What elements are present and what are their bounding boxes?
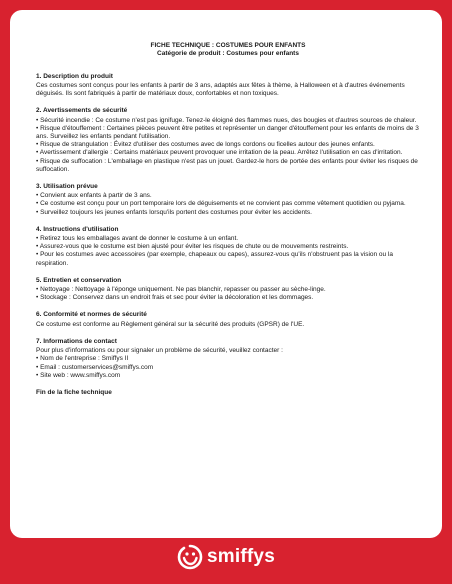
section-line: • Convient aux enfants à partir de 3 ans.: [36, 192, 152, 200]
document-subtitle: Catégorie de produit : Costumes pour enfants: [157, 50, 299, 58]
section-line: • Retirez tous les emballages avant de donner le costume à un enfant.: [36, 235, 239, 243]
section-line: • Pour les costumes avec accessoires (par exemple, chapeaux ou capes), assurez-vous qu'ils n'obstruent pas la vision ou la respiration.: [36, 251, 394, 267]
section-title: 6. Conformité et normes de sécurité: [36, 311, 147, 319]
section-line: Ce costume est conforme au Règlement général sur la sécurité des produits (GPSR) de l'UE.: [36, 320, 305, 328]
section-title: 5. Entretien et conservation: [36, 276, 122, 284]
section-line: • Sécurité incendie : Ce costume n'est pas ignifuge. Tenez-le éloigné des flammes nues, des bougies et d'autres sources de chaleur.: [36, 116, 417, 124]
section-line: Pour plus d'informations ou pour signaler un problème de sécurité, veuillez contacter :: [36, 347, 283, 355]
document-sheet: [10, 10, 442, 538]
section-line: • Surveillez toujours les jeunes enfants lorsqu'ils portent des costumes pour éviter les accidents.: [36, 208, 312, 216]
section-line: • Risque d'étouffement : Certaines pièces peuvent être petites et représenter un danger d'étouffement pour les enfants de moins de 3 ans. Surveillez les enfants pendant l'utilisation.: [36, 124, 419, 141]
section-5: [36, 277, 420, 303]
section-2: [36, 107, 420, 174]
section-4: [36, 226, 420, 268]
end-text: Fin de la fiche technique: [36, 388, 112, 396]
sections-container: [36, 73, 420, 380]
document-title: FICHE TECHNIQUE : COSTUMES POUR ENFANTS: [150, 42, 306, 49]
section-line: • Assurez-vous que le costume est bien ajusté pour éviter les risques de chute ou de mouvements restreints.: [36, 243, 349, 251]
section-title: 3. Utilisation prévue: [36, 183, 98, 191]
section-line: • Ce costume est conçu pour un port temporaire lors de déguisements et ne convient pas comme vêtement quotidien ou pyjama.: [36, 200, 406, 208]
section-line: • Stockage : Conservez dans un endroit frais et sec pour éviter la décoloration et les dommages.: [36, 294, 314, 302]
section-6: [36, 311, 420, 328]
section-line: Ces costumes sont conçus pour les enfants à partir de 3 ans, adaptés aux fêtes à thème, à Halloween et à d'autres événements déguisés. Ils sont fabriqués à partir de matériaux doux, confortables et non toxiques.: [36, 82, 405, 98]
section-title: 4. Instructions d'utilisation: [36, 225, 119, 233]
section-line: • Risque de strangulation : Évitez d'utiliser des costumes avec de longs cordons ou ficelles autour des jeunes enfants.: [36, 141, 375, 149]
section-line: • Nom de l'entreprise : Smiffys II: [36, 355, 129, 363]
logo-text: smiffys: [207, 546, 275, 567]
section-title: 7. Informations de contact: [36, 337, 117, 345]
section-line: • Email : customerservices@smiffys.com: [36, 363, 154, 371]
section-line: • Risque de suffocation : L'emballage en plastique n'est pas un jouet. Gardez-le hors de portée des enfants pour éviter les risques de suffocation.: [36, 157, 418, 173]
document-header: [36, 42, 420, 59]
smiley-icon: [177, 544, 203, 570]
section-3: [36, 183, 420, 217]
section-7: [36, 338, 420, 380]
section-title: 2. Avertissements de sécurité: [36, 107, 128, 115]
section-line: • Avertissement d'allergie : Certains matériaux peuvent provoquer une irritation de la peau. Arrêtez l'utilisation en cas d'irritation.: [36, 149, 403, 157]
section-1: [36, 73, 420, 99]
section-line: • Site web : www.smiffys.com: [36, 371, 121, 379]
section-title: 1. Description du produit: [36, 72, 113, 80]
section-line: • Nettoyage : Nettoyage à l'éponge uniquement. Ne pas blanchir, repasser ou passer au sèche-linge.: [36, 286, 326, 294]
smiffys-logo[interactable]: [177, 544, 275, 570]
footer: [0, 544, 452, 570]
